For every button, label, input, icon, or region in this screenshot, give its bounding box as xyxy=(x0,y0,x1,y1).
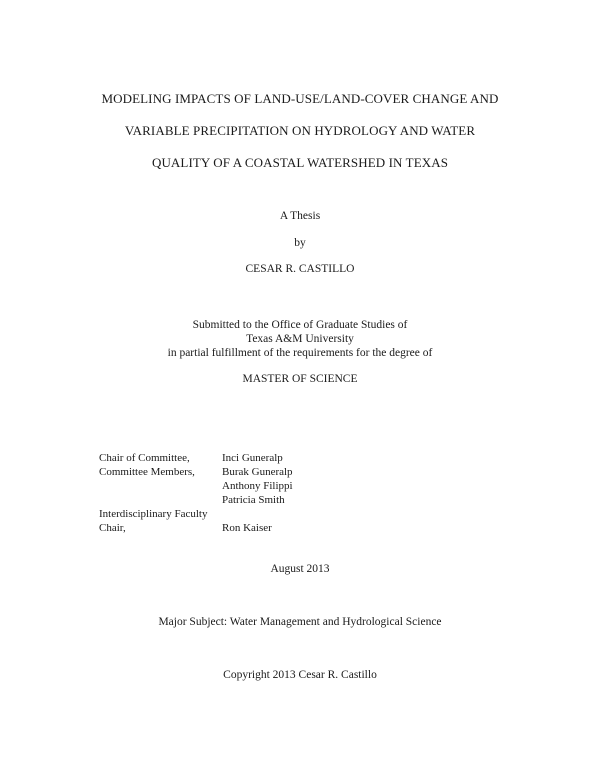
degree-name: MASTER OF SCIENCE xyxy=(242,373,358,385)
committee-row xyxy=(99,465,293,479)
committee-role: Chair of Committee, xyxy=(99,452,190,464)
submission-line-3: in partial fulfillment of the requirements for the degree of xyxy=(167,347,433,359)
submission-line-1: Submitted to the Office of Graduate Studies of xyxy=(192,319,408,331)
document-type: A Thesis xyxy=(279,210,321,222)
committee-role: Committee Members, xyxy=(99,466,195,478)
submission-date: August 2013 xyxy=(270,563,330,575)
committee-row xyxy=(99,451,293,465)
title-line-2: VARIABLE PRECIPITATION ON HYDROLOGY AND WATER xyxy=(124,123,476,138)
committee-name: Burak Guneralp xyxy=(222,466,293,478)
committee-name: Patricia Smith xyxy=(222,494,285,506)
committee-list xyxy=(99,451,293,535)
major-subject: Major Subject: Water Management and Hydrological Science xyxy=(158,616,442,628)
committee-name: Inci Guneralp xyxy=(222,452,283,464)
committee-role: Interdisciplinary Faculty xyxy=(99,508,208,520)
copyright-notice: Copyright 2013 Cesar R. Castillo xyxy=(223,669,377,681)
title-line-3: QUALITY OF A COASTAL WATERSHED IN TEXAS xyxy=(151,155,449,170)
committee-role xyxy=(99,479,222,493)
committee-row xyxy=(99,507,293,521)
committee-row xyxy=(99,521,293,535)
title-line-1: MODELING IMPACTS OF LAND-USE/LAND-COVER CHANGE AND xyxy=(101,91,499,106)
committee-row xyxy=(99,493,293,507)
committee-name: Ron Kaiser xyxy=(222,522,272,534)
committee-row xyxy=(99,479,293,493)
committee-role xyxy=(99,493,222,507)
by-label: by xyxy=(294,237,306,249)
submission-line-2: Texas A&M University xyxy=(246,333,354,345)
author-name: CESAR R. CASTILLO xyxy=(245,263,355,275)
committee-name: Anthony Filippi xyxy=(222,480,293,492)
committee-role: Chair, xyxy=(99,522,126,534)
